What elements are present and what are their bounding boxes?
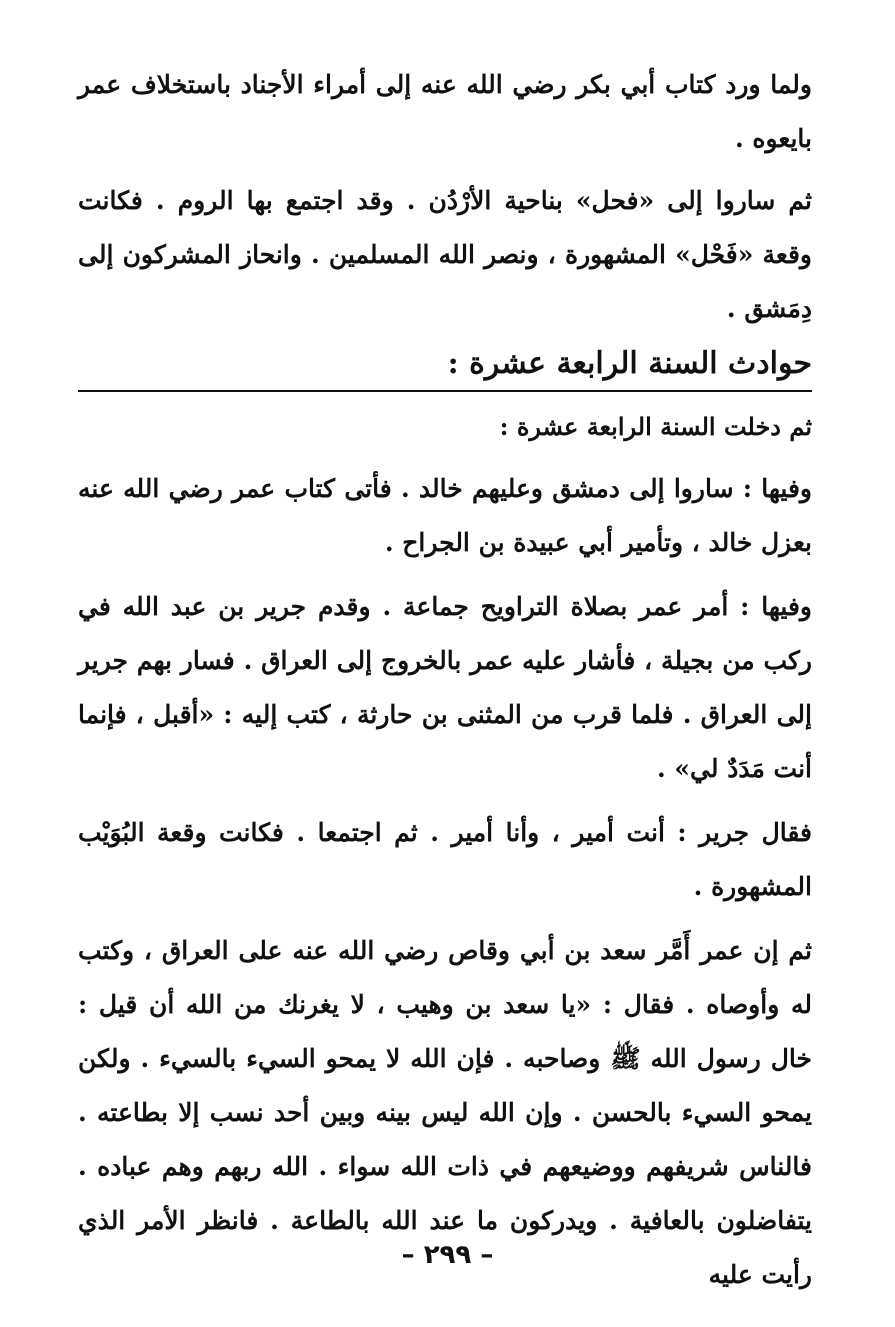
paragraph-4: وفيها : أمر عمر بصلاة التراويح جماعة . وقدم جرير بن عبد الله في ركب من بجيلة ، فأشار عليه عمر بالخروج إلى العراق . فسار بهم جرير إلى العراق . فلما قرب من المثنى بن حارثة ، كتب إليه : «أقبل ، فإنما أنت مَدَدٌ لي» . — [78, 592, 812, 783]
paragraph-1: ولما ورد كتاب أبي بكر رضي الله عنه إلى أمراء الأجناد باستخلاف عمر بايعوه . — [78, 70, 812, 153]
page-body — [78, 58, 812, 1302]
paragraph-6: ثم إن عمر أَمَّر سعد بن أبي وقاص رضي الله عنه على العراق ، وكتب له وأوصاه . فقال : «يا سعد بن وهيب ، لا يغرنك من الله أن قيل : خال رسول الله ﷺ وصاحبه . فإن الله لا يمحو السيء بالسيء . ولكن يمحو السيء بالحسن . وإن الله ليس بينه وبين أحد نسب إلا بطاعته . فالناس شريفهم ووضيعهم في ذات الله سواء . الله ربهم وهم عباده . يتفاضلون بالعافية . ويدركون ما عند الله بالطاعة . فانظر الأمر الذي رأيت عليه — [78, 936, 812, 1289]
page-number: – ٢٩٩ – — [401, 1240, 494, 1270]
paragraph-5: فقال جرير : أنت أمير ، وأنا أمير . ثم اجتمعا . فكانت وقعة البُوَيْب المشهورة . — [78, 818, 812, 901]
paragraph-2: ثم ساروا إلى «فحل» بناحية الأرْدُن . وقد اجتمع بها الروم . فكانت وقعة «فَحْل» المشهورة ، ونصر الله المسلمين . وانحاز المشركون إلى دِمَشق . — [78, 186, 812, 323]
section-heading: حوادث السنة الرابعة عشرة : — [78, 340, 812, 392]
section-subheading: ثم دخلت السنة الرابعة عشرة : — [499, 412, 812, 441]
paragraph-3: وفيها : ساروا إلى دمشق وعليهم خالد . فأتى كتاب عمر رضي الله عنه بعزل خالد ، وتأمير أبي عبيدة بن الجراح . — [78, 474, 812, 557]
